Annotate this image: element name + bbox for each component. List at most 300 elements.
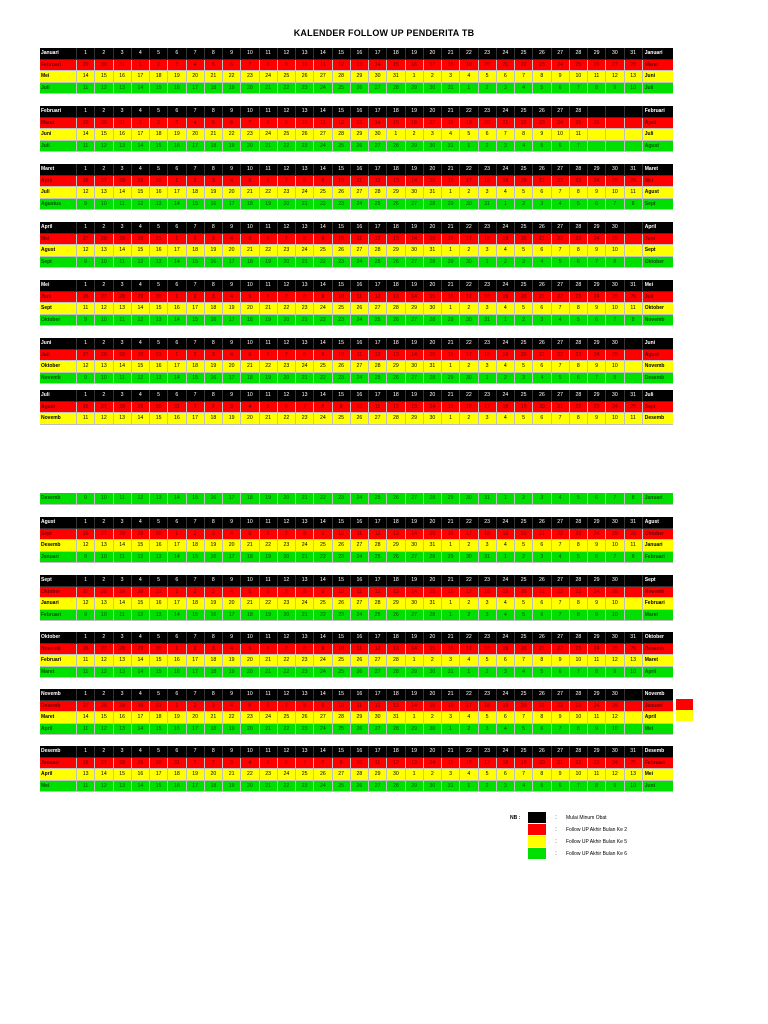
day-cell: 16 — [442, 176, 460, 188]
day-cell: 16 — [168, 83, 186, 95]
day-cell: 24 — [497, 632, 515, 644]
day-cell: 26 — [77, 529, 95, 541]
day-cell: 16 — [168, 303, 186, 315]
day-cell: 4 — [187, 118, 205, 130]
day-cell: 13 — [150, 610, 168, 622]
day-cell: 8 — [205, 517, 223, 529]
day-cell: 14 — [406, 292, 424, 304]
day-cell: 20 — [278, 257, 296, 269]
day-cell: 23 — [333, 610, 351, 622]
day-cell: 26 — [625, 644, 643, 656]
day-cell: 25 — [314, 361, 332, 373]
day-cell: 29 — [588, 746, 606, 758]
day-cell: 11 — [351, 292, 369, 304]
day-cell: 3 — [114, 338, 132, 350]
day-cell: 28 — [424, 493, 442, 505]
row-month-right-label: Mei — [643, 769, 673, 781]
day-cell: 10 — [552, 129, 570, 141]
day-cell: 29 — [588, 338, 606, 350]
day-cell: 8 — [260, 118, 278, 130]
day-cell: 24 — [588, 292, 606, 304]
day-cell: 11 — [588, 712, 606, 724]
day-cell: 3 — [168, 60, 186, 72]
day-cell: 10 — [606, 413, 624, 425]
day-cell: 16 — [168, 667, 186, 679]
day-cell: 13 — [296, 222, 314, 234]
day-cell: 17 — [168, 245, 186, 257]
day-cell: 12 — [95, 83, 113, 95]
day-cell: 7 — [570, 83, 588, 95]
day-cell: 8 — [588, 667, 606, 679]
day-cell: 15 — [424, 176, 442, 188]
day-cell: 2 — [187, 234, 205, 246]
day-cell: 22 — [314, 610, 332, 622]
day-cell: 25 — [606, 176, 624, 188]
day-cell: 16 — [442, 701, 460, 713]
day-cell: 9 — [314, 350, 332, 362]
day-cell: 29 — [442, 552, 460, 564]
day-cell: 15 — [150, 303, 168, 315]
day-cell: 10 — [606, 610, 624, 622]
day-cell: 24 — [314, 667, 332, 679]
day-cell: 2 — [479, 667, 497, 679]
day-cell: 17 — [369, 746, 387, 758]
day-cell: 8 — [296, 701, 314, 713]
row-month-right-label: Maret — [643, 655, 673, 667]
day-cell: 27 — [606, 60, 624, 72]
day-cell: 2 — [424, 769, 442, 781]
day-cell: 1 — [442, 413, 460, 425]
day-cell — [625, 575, 643, 587]
day-cell: 4 — [223, 234, 241, 246]
day-cell: 14 — [424, 758, 442, 770]
day-cell: 14 — [132, 413, 150, 425]
day-cell: 3 — [114, 746, 132, 758]
day-cell: 26 — [625, 176, 643, 188]
day-cell: 10 — [241, 746, 259, 758]
day-cell: 31 — [442, 781, 460, 793]
day-cell: 12 — [278, 280, 296, 292]
day-cell: 26 — [625, 292, 643, 304]
day-cell: 24 — [314, 655, 332, 667]
row-month-right-label: Sept — [643, 245, 673, 257]
day-cell: 2 — [515, 493, 533, 505]
day-cell: 5 — [570, 199, 588, 211]
day-cell: 20 — [424, 280, 442, 292]
calendar-row — [40, 60, 673, 72]
day-cell: 30 — [606, 222, 624, 234]
day-cell: 28 — [114, 176, 132, 188]
row-month-right-label: Mei — [643, 280, 673, 292]
day-cell: 4 — [223, 350, 241, 362]
row-month-right-label: Agust — [643, 517, 673, 529]
day-cell: 15 — [114, 769, 132, 781]
day-cell: 4 — [497, 361, 515, 373]
day-cell: 30 — [460, 315, 478, 327]
day-cell: 26 — [333, 187, 351, 199]
day-cell: 5 — [515, 598, 533, 610]
day-cell: 7 — [552, 540, 570, 552]
day-cell: 16 — [460, 402, 478, 414]
day-cell: 30 — [424, 141, 442, 153]
day-cell: 26 — [387, 493, 405, 505]
day-cell: 15 — [333, 632, 351, 644]
day-cell: 11 — [260, 280, 278, 292]
day-cell: 12 — [278, 338, 296, 350]
day-cell: 25 — [515, 517, 533, 529]
day-cell: 16 — [205, 315, 223, 327]
day-cell: 24 — [260, 712, 278, 724]
day-cell: 30 — [132, 234, 150, 246]
day-cell: 1 — [168, 587, 186, 599]
row-month-label: Januari — [40, 552, 77, 564]
day-cell: 9 — [588, 724, 606, 736]
day-cell: 3 — [114, 106, 132, 118]
day-cell: 6 — [479, 129, 497, 141]
calendar-row — [40, 338, 673, 350]
day-cell: 20 — [424, 390, 442, 402]
day-cell: 26 — [533, 106, 551, 118]
day-cell: 10 — [333, 176, 351, 188]
day-cell: 23 — [479, 390, 497, 402]
day-cell: 13 — [77, 769, 95, 781]
day-cell: 1 — [497, 199, 515, 211]
row-month-label: Sept — [40, 575, 77, 587]
day-cell: 6 — [497, 655, 515, 667]
day-cell: 17 — [223, 199, 241, 211]
day-cell: 7 — [552, 245, 570, 257]
day-cell: 22 — [460, 222, 478, 234]
day-cell: 20 — [241, 781, 259, 793]
day-cell: 2 — [460, 540, 478, 552]
day-cell: 26 — [625, 529, 643, 541]
day-cell: 28 — [570, 746, 588, 758]
day-cell: 18 — [387, 280, 405, 292]
day-cell: 17 — [223, 552, 241, 564]
day-cell: 23 — [278, 540, 296, 552]
day-cell: 1 — [460, 781, 478, 793]
day-cell: 17 — [460, 701, 478, 713]
day-cell: 19 — [168, 71, 186, 83]
day-cell: 28 — [570, 689, 588, 701]
day-cell: 31 — [114, 60, 132, 72]
day-cell: 4 — [515, 83, 533, 95]
day-cell: 31 — [442, 667, 460, 679]
calendar-row — [40, 257, 673, 269]
day-cell: 29 — [588, 222, 606, 234]
day-cell: 5 — [260, 758, 278, 770]
day-cell: 28 — [95, 350, 113, 362]
day-cell: 22 — [460, 632, 478, 644]
day-cell: 22 — [515, 60, 533, 72]
day-cell: 3 — [497, 781, 515, 793]
day-cell — [625, 373, 643, 385]
day-cell: 9 — [314, 644, 332, 656]
day-cell: 13 — [387, 587, 405, 599]
row-month-label: Mei — [40, 280, 77, 292]
day-cell: 2 — [460, 361, 478, 373]
day-cell: 3 — [515, 257, 533, 269]
day-cell: 14 — [132, 83, 150, 95]
day-cell: 2 — [187, 644, 205, 656]
day-cell: 17 — [369, 689, 387, 701]
day-cell: 27 — [406, 493, 424, 505]
day-cell: 19 — [497, 350, 515, 362]
day-cell: 30 — [424, 781, 442, 793]
day-cell — [625, 610, 643, 622]
day-cell: 22 — [460, 280, 478, 292]
day-cell: 8 — [205, 632, 223, 644]
day-cell: 16 — [168, 413, 186, 425]
day-cell: 21 — [241, 187, 259, 199]
legend-colon: : — [555, 814, 557, 821]
day-cell: 31 — [424, 245, 442, 257]
day-cell: 27 — [77, 234, 95, 246]
day-cell: 13 — [296, 575, 314, 587]
row-month-label: Juli — [40, 83, 77, 95]
day-cell: 13 — [351, 60, 369, 72]
day-cell: 11 — [588, 769, 606, 781]
day-cell: 26 — [387, 552, 405, 564]
day-cell: 9 — [588, 187, 606, 199]
day-cell: 13 — [387, 529, 405, 541]
day-cell: 26 — [588, 60, 606, 72]
row-month-label: Juni — [40, 292, 77, 304]
day-cell — [588, 129, 606, 141]
day-cell: 20 — [515, 529, 533, 541]
day-cell: 22 — [278, 83, 296, 95]
row-month-right-label: Juli — [643, 390, 673, 402]
day-cell: 15 — [424, 644, 442, 656]
day-cell: 2 — [460, 245, 478, 257]
day-cell: 23 — [479, 280, 497, 292]
day-cell: 1 — [460, 83, 478, 95]
day-cell: 21 — [241, 245, 259, 257]
day-cell: 23 — [333, 199, 351, 211]
day-cell: 7 — [296, 402, 314, 414]
day-cell: 28 — [570, 222, 588, 234]
day-cell: 27 — [369, 303, 387, 315]
day-cell: 17 — [187, 141, 205, 153]
day-cell: 7 — [187, 280, 205, 292]
day-cell: 25 — [314, 187, 332, 199]
calendar-row — [40, 632, 673, 644]
day-cell: 30 — [460, 552, 478, 564]
day-cell: 25 — [278, 129, 296, 141]
day-cell: 20 — [241, 83, 259, 95]
row-month-label: Agustus — [40, 199, 77, 211]
day-cell: 20 — [187, 712, 205, 724]
calendar-row — [40, 610, 673, 622]
day-cell: 13 — [114, 413, 132, 425]
day-cell: 2 — [515, 552, 533, 564]
day-cell: 7 — [570, 781, 588, 793]
day-cell: 12 — [606, 712, 624, 724]
day-cell: 18 — [387, 390, 405, 402]
day-cell: 20 — [278, 610, 296, 622]
day-cell: 29 — [132, 758, 150, 770]
day-cell: 1 — [132, 60, 150, 72]
day-cell: 19 — [515, 402, 533, 414]
day-cell: 6 — [570, 373, 588, 385]
day-cell: 9 — [223, 338, 241, 350]
day-cell: 27 — [351, 187, 369, 199]
day-cell: 10 — [296, 118, 314, 130]
day-cell: 21 — [442, 164, 460, 176]
day-cell: 25 — [606, 587, 624, 599]
row-month-right-label: Desemb — [643, 644, 673, 656]
day-cell: 12 — [77, 245, 95, 257]
day-cell: 25 — [333, 141, 351, 153]
day-cell: 14 — [114, 540, 132, 552]
day-cell: 29 — [387, 598, 405, 610]
day-cell: 20 — [479, 118, 497, 130]
day-cell: 7 — [278, 529, 296, 541]
day-cell: 9 — [588, 413, 606, 425]
day-cell — [625, 106, 643, 118]
day-cell: 27 — [406, 199, 424, 211]
day-cell: 29 — [77, 118, 95, 130]
row-month-label: Juni — [40, 338, 77, 350]
day-cell: 8 — [625, 199, 643, 211]
day-cell: 11 — [114, 610, 132, 622]
day-cell: 17 — [187, 413, 205, 425]
day-cell: 3 — [114, 517, 132, 529]
row-month-label: Februari — [40, 60, 77, 72]
row-month-label: Novemb — [40, 373, 77, 385]
day-cell: 18 — [241, 315, 259, 327]
day-cell: 12 — [132, 552, 150, 564]
day-cell: 28 — [424, 373, 442, 385]
day-cell: 12 — [132, 199, 150, 211]
calendar-block — [40, 280, 673, 326]
day-cell: 26 — [296, 129, 314, 141]
day-cell: 11 — [260, 222, 278, 234]
day-cell: 10 — [570, 655, 588, 667]
day-cell: 15 — [132, 540, 150, 552]
day-cell: 25 — [369, 199, 387, 211]
day-cell: 4 — [223, 701, 241, 713]
day-cell: 22 — [260, 245, 278, 257]
day-cell: 10 — [333, 234, 351, 246]
day-cell: 31 — [479, 199, 497, 211]
day-cell: 28 — [95, 701, 113, 713]
day-cell: 15 — [95, 71, 113, 83]
day-cell: 31 — [424, 540, 442, 552]
day-cell: 14 — [314, 689, 332, 701]
day-cell: 11 — [77, 303, 95, 315]
day-cell: 18 — [187, 187, 205, 199]
day-cell: 18 — [387, 746, 405, 758]
day-cell: 21 — [533, 176, 551, 188]
day-cell: 15 — [150, 83, 168, 95]
day-cell: 21 — [241, 598, 259, 610]
day-cell: 23 — [570, 292, 588, 304]
day-cell: 15 — [150, 781, 168, 793]
day-cell: 26 — [533, 222, 551, 234]
day-cell: 7 — [187, 222, 205, 234]
day-cell: 3 — [479, 303, 497, 315]
day-cell: 2 — [95, 164, 113, 176]
row-month-right-label: Januari — [643, 48, 673, 60]
day-cell — [625, 689, 643, 701]
day-cell: 8 — [296, 587, 314, 599]
day-cell: 21 — [260, 141, 278, 153]
day-cell: 22 — [314, 199, 332, 211]
day-cell: 20 — [205, 769, 223, 781]
day-cell: 11 — [260, 632, 278, 644]
day-cell: 21 — [552, 402, 570, 414]
day-cell: 16 — [351, 632, 369, 644]
day-cell: 22 — [460, 164, 478, 176]
day-cell: 6 — [588, 315, 606, 327]
day-cell — [625, 118, 643, 130]
day-cell: 13 — [150, 552, 168, 564]
day-cell: 9 — [77, 552, 95, 564]
day-cell: 1 — [168, 292, 186, 304]
day-cell: 9 — [77, 199, 95, 211]
day-cell: 9 — [552, 655, 570, 667]
day-cell: 22 — [278, 141, 296, 153]
day-cell: 1 — [442, 540, 460, 552]
day-cell: 3 — [479, 413, 497, 425]
day-cell: 12 — [369, 234, 387, 246]
day-cell: 10 — [95, 257, 113, 269]
day-cell: 7 — [278, 701, 296, 713]
day-cell: 1 — [77, 390, 95, 402]
day-cell: 6 — [168, 689, 186, 701]
day-cell: 24 — [588, 234, 606, 246]
day-cell: 5 — [570, 315, 588, 327]
day-cell: 30 — [132, 350, 150, 362]
day-cell: 28 — [369, 361, 387, 373]
row-month-label: Desemb — [40, 701, 77, 713]
day-cell: 27 — [369, 141, 387, 153]
day-cell: 25 — [570, 118, 588, 130]
day-cell: 21 — [205, 71, 223, 83]
day-cell: 12 — [132, 493, 150, 505]
day-cell: 19 — [260, 610, 278, 622]
day-cell: 14 — [314, 390, 332, 402]
day-cell: 5 — [150, 390, 168, 402]
day-cell: 24 — [497, 222, 515, 234]
day-cell: 13 — [114, 83, 132, 95]
day-cell: 11 — [314, 118, 332, 130]
day-cell — [606, 141, 624, 153]
day-cell: 15 — [333, 106, 351, 118]
calendar-block — [40, 493, 673, 505]
day-cell: 27 — [351, 598, 369, 610]
day-cell: 25 — [369, 257, 387, 269]
day-cell: 5 — [150, 632, 168, 644]
day-cell: 24 — [552, 118, 570, 130]
day-cell: 13 — [114, 667, 132, 679]
day-cell: 16 — [406, 60, 424, 72]
row-month-right-label: Februari — [643, 758, 673, 770]
day-cell: 14 — [77, 71, 95, 83]
day-cell: 16 — [442, 644, 460, 656]
day-cell: 28 — [387, 83, 405, 95]
row-month-label: Oktober — [40, 587, 77, 599]
day-cell: 5 — [260, 402, 278, 414]
day-cell — [588, 106, 606, 118]
day-cell: 22 — [278, 667, 296, 679]
day-cell: 24 — [351, 552, 369, 564]
day-cell: 2 — [497, 257, 515, 269]
row-month-right-label: Juni — [643, 71, 673, 83]
row-month-label: Juni — [40, 129, 77, 141]
day-cell: 2 — [187, 529, 205, 541]
